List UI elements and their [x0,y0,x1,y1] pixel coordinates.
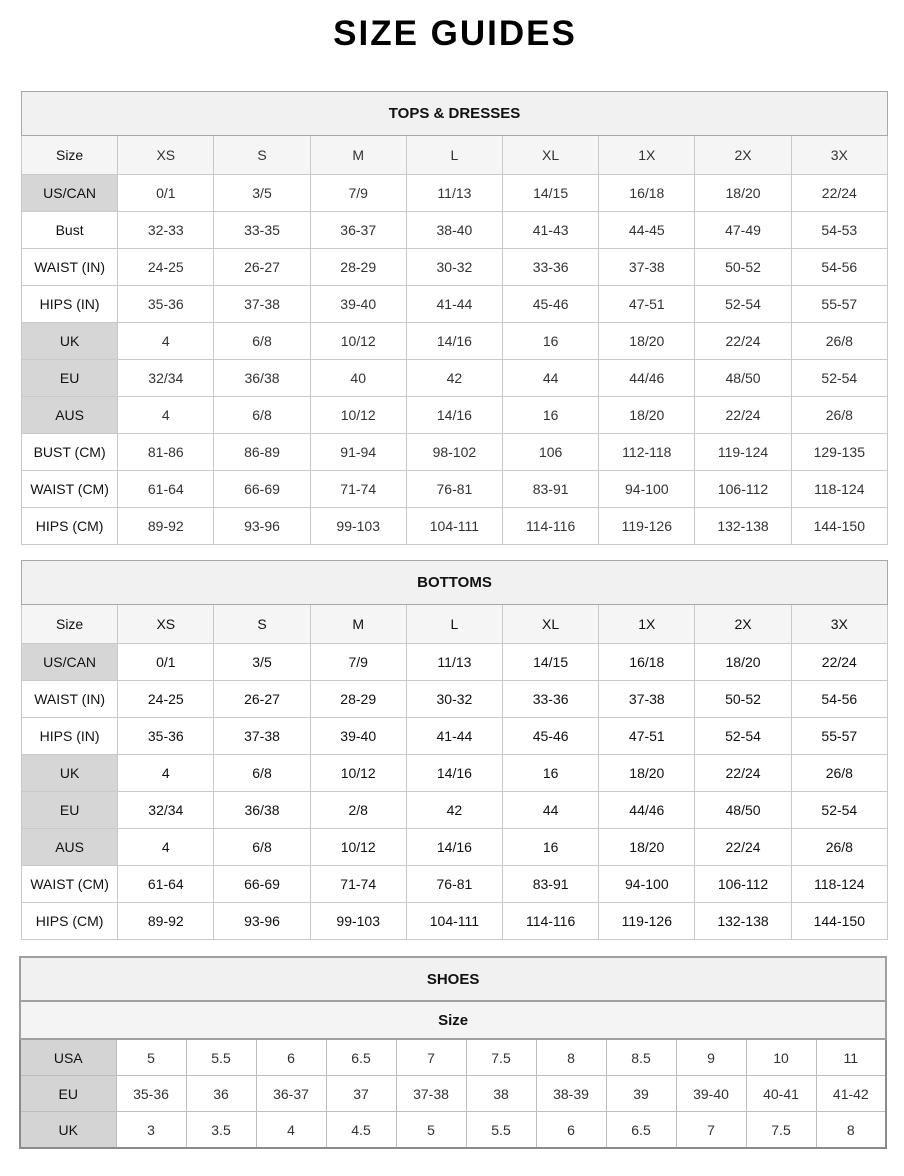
size-value-cell: 39 [606,1076,676,1112]
size-value-cell: 119-124 [695,434,791,471]
size-value-cell: 98-102 [406,434,502,471]
bottoms-header-row [22,605,888,644]
size-value-cell: 26-27 [214,681,310,718]
row-label: AUS [22,829,118,866]
size-value-cell: 36/38 [214,360,310,397]
size-column-header: 2X [695,605,791,644]
shoes-size-table [19,956,887,1149]
size-column-header: XL [503,605,599,644]
size-value-cell: 14/16 [406,397,502,434]
size-value-cell: 106-112 [695,471,791,508]
size-value-cell: 76-81 [406,866,502,903]
size-value-cell: 16 [503,323,599,360]
size-value-cell: 42 [406,360,502,397]
row-label: US/CAN [22,644,118,681]
table-row [22,792,888,829]
size-column-header: S [214,605,310,644]
size-value-cell: 0/1 [118,644,214,681]
size-value-cell: 11 [816,1039,886,1076]
size-value-cell: 36-37 [256,1076,326,1112]
row-label: EU [22,360,118,397]
row-label: HIPS (CM) [22,903,118,940]
size-value-cell: 37 [326,1076,396,1112]
size-value-cell: 14/15 [503,175,599,212]
size-value-cell: 4 [118,323,214,360]
size-value-cell: 114-116 [503,903,599,940]
size-value-cell: 28-29 [310,249,406,286]
size-value-cell: 37-38 [599,681,695,718]
table-row [22,212,888,249]
size-value-cell: 14/16 [406,755,502,792]
size-value-cell: 106-112 [695,866,791,903]
table-row [22,286,888,323]
row-label: UK [22,323,118,360]
size-value-cell: 54-56 [791,681,887,718]
size-value-cell: 44/46 [599,360,695,397]
size-value-cell: 54-53 [791,212,887,249]
size-header-label: Size [22,605,118,644]
size-value-cell: 119-126 [599,903,695,940]
size-value-cell: 6/8 [214,755,310,792]
size-value-cell: 10/12 [310,397,406,434]
size-value-cell: 16 [503,755,599,792]
size-value-cell: 39-40 [676,1076,746,1112]
size-value-cell: 37-38 [214,718,310,755]
size-value-cell: 40 [310,360,406,397]
size-value-cell: 83-91 [503,866,599,903]
size-column-header: 1X [599,605,695,644]
table-row [22,360,888,397]
size-value-cell: 26/8 [791,755,887,792]
table-row [22,508,888,545]
table-row [22,644,888,681]
size-value-cell: 41-44 [406,286,502,323]
size-value-cell: 5 [396,1112,466,1149]
table-row [22,829,888,866]
size-value-cell: 14/16 [406,323,502,360]
size-value-cell: 24-25 [118,681,214,718]
table-row [20,1076,886,1112]
size-value-cell: 5.5 [186,1039,256,1076]
size-value-cell: 132-138 [695,508,791,545]
size-value-cell: 55-57 [791,286,887,323]
size-value-cell: 33-36 [503,681,599,718]
size-value-cell: 26/8 [791,397,887,434]
row-label: BUST (CM) [22,434,118,471]
row-label: AUS [22,397,118,434]
size-value-cell: 7 [676,1112,746,1149]
size-value-cell: 6.5 [326,1039,396,1076]
size-value-cell: 32-33 [118,212,214,249]
size-value-cell: 41-44 [406,718,502,755]
size-value-cell: 61-64 [118,471,214,508]
row-label: WAIST (IN) [22,681,118,718]
size-value-cell: 48/50 [695,360,791,397]
size-value-cell: 22/24 [695,829,791,866]
size-value-cell: 104-111 [406,903,502,940]
table-row [22,718,888,755]
size-value-cell: 104-111 [406,508,502,545]
size-value-cell: 16/18 [599,175,695,212]
size-value-cell: 106 [503,434,599,471]
size-value-cell: 52-54 [695,718,791,755]
size-value-cell: 11/13 [406,644,502,681]
size-value-cell: 33-36 [503,249,599,286]
row-label: WAIST (CM) [22,866,118,903]
size-value-cell: 16/18 [599,644,695,681]
size-value-cell: 6/8 [214,829,310,866]
size-value-cell: 144-150 [791,903,887,940]
size-value-cell: 18/20 [599,755,695,792]
size-value-cell: 32/34 [118,792,214,829]
size-value-cell: 54-56 [791,249,887,286]
size-column-header: L [406,136,502,175]
size-value-cell: 22/24 [695,755,791,792]
size-value-cell: 7 [396,1039,466,1076]
size-value-cell: 112-118 [599,434,695,471]
size-value-cell: 26-27 [214,249,310,286]
size-value-cell: 50-52 [695,681,791,718]
size-value-cell: 44 [503,792,599,829]
size-value-cell: 6/8 [214,323,310,360]
size-value-cell: 16 [503,397,599,434]
size-value-cell: 4 [118,755,214,792]
size-value-cell: 55-57 [791,718,887,755]
row-label: EU [20,1076,116,1112]
tops-dresses-size-table [21,91,888,545]
size-value-cell: 22/24 [695,397,791,434]
size-value-cell: 66-69 [214,866,310,903]
size-value-cell: 2/8 [310,792,406,829]
size-value-cell: 39-40 [310,718,406,755]
size-value-cell: 24-25 [118,249,214,286]
size-value-cell: 8 [816,1112,886,1149]
table-row [22,323,888,360]
size-column-header: XS [118,605,214,644]
table-row [20,1112,886,1149]
size-value-cell: 14/15 [503,644,599,681]
size-value-cell: 71-74 [310,471,406,508]
size-value-cell: 3/5 [214,175,310,212]
size-value-cell: 0/1 [118,175,214,212]
size-value-cell: 28-29 [310,681,406,718]
size-value-cell: 18/20 [599,397,695,434]
size-value-cell: 14/16 [406,829,502,866]
size-value-cell: 89-92 [118,903,214,940]
size-value-cell: 8 [536,1039,606,1076]
table-row [22,866,888,903]
row-label: HIPS (CM) [22,508,118,545]
size-value-cell: 50-52 [695,249,791,286]
size-value-cell: 35-36 [118,718,214,755]
size-value-cell: 3.5 [186,1112,256,1149]
size-value-cell: 41-43 [503,212,599,249]
table-row [22,681,888,718]
size-value-cell: 44 [503,360,599,397]
table-row [20,1039,886,1076]
size-column-header: 2X [695,136,791,175]
size-value-cell: 118-124 [791,866,887,903]
size-value-cell: 93-96 [214,903,310,940]
table-row [22,471,888,508]
size-value-cell: 47-51 [599,718,695,755]
size-value-cell: 5.5 [466,1112,536,1149]
size-value-cell: 89-92 [118,508,214,545]
size-value-cell: 132-138 [695,903,791,940]
size-value-cell: 94-100 [599,866,695,903]
size-column-header: 1X [599,136,695,175]
tops-caption-row [22,92,888,136]
size-value-cell: 114-116 [503,508,599,545]
size-value-cell: 39-40 [310,286,406,323]
size-header-label: Size [22,136,118,175]
size-value-cell: 18/20 [599,323,695,360]
size-value-cell: 7.5 [466,1039,536,1076]
size-value-cell: 7.5 [746,1112,816,1149]
size-value-cell: 76-81 [406,471,502,508]
table-row [22,434,888,471]
page-title: SIZE GUIDES [333,14,577,53]
size-value-cell: 16 [503,829,599,866]
size-value-cell: 35-36 [116,1076,186,1112]
size-value-cell: 44/46 [599,792,695,829]
size-value-cell: 6.5 [606,1112,676,1149]
size-value-cell: 36 [186,1076,256,1112]
row-label: EU [22,792,118,829]
bottoms-caption-row [22,561,888,605]
size-value-cell: 30-32 [406,681,502,718]
size-value-cell: 71-74 [310,866,406,903]
size-value-cell: 5 [116,1039,186,1076]
size-value-cell: 45-46 [503,718,599,755]
size-value-cell: 3 [116,1112,186,1149]
size-value-cell: 6/8 [214,397,310,434]
size-value-cell: 118-124 [791,471,887,508]
size-column-header: 3X [791,136,887,175]
size-value-cell: 91-94 [310,434,406,471]
shoes-caption-row [20,957,886,1001]
size-value-cell: 44-45 [599,212,695,249]
size-value-cell: 52-54 [791,792,887,829]
size-value-cell: 99-103 [310,508,406,545]
size-value-cell: 32/34 [118,360,214,397]
row-label: Bust [22,212,118,249]
size-value-cell: 4 [118,397,214,434]
table-row [22,397,888,434]
row-label: USA [20,1039,116,1076]
size-value-cell: 144-150 [791,508,887,545]
tops-header-row [22,136,888,175]
size-value-cell: 40-41 [746,1076,816,1112]
size-value-cell: 99-103 [310,903,406,940]
size-column-header: S [214,136,310,175]
size-value-cell: 26/8 [791,829,887,866]
row-label: UK [20,1112,116,1149]
row-label: US/CAN [22,175,118,212]
row-label: WAIST (IN) [22,249,118,286]
size-value-cell: 37-38 [396,1076,466,1112]
size-value-cell: 119-126 [599,508,695,545]
size-column-header: M [310,136,406,175]
size-value-cell: 4 [118,829,214,866]
size-value-cell: 35-36 [118,286,214,323]
size-value-cell: 45-46 [503,286,599,323]
size-value-cell: 36/38 [214,792,310,829]
size-column-header: 3X [791,605,887,644]
shoes-caption: SHOES [20,957,886,1001]
size-value-cell: 10/12 [310,323,406,360]
size-value-cell: 41-42 [816,1076,886,1112]
size-value-cell: 7/9 [310,644,406,681]
size-value-cell: 66-69 [214,471,310,508]
size-column-header: XS [118,136,214,175]
size-value-cell: 11/13 [406,175,502,212]
tops-caption: TOPS & DRESSES [22,92,888,136]
size-value-cell: 10/12 [310,829,406,866]
row-label: WAIST (CM) [22,471,118,508]
size-value-cell: 129-135 [791,434,887,471]
bottoms-caption: BOTTOMS [22,561,888,605]
size-value-cell: 42 [406,792,502,829]
size-value-cell: 18/20 [695,175,791,212]
size-value-cell: 83-91 [503,471,599,508]
size-value-cell: 30-32 [406,249,502,286]
size-value-cell: 18/20 [695,644,791,681]
size-value-cell: 81-86 [118,434,214,471]
size-value-cell: 52-54 [695,286,791,323]
size-value-cell: 33-35 [214,212,310,249]
size-value-cell: 36-37 [310,212,406,249]
size-value-cell: 6 [256,1039,326,1076]
size-value-cell: 93-96 [214,508,310,545]
size-value-cell: 48/50 [695,792,791,829]
size-value-cell: 22/24 [791,175,887,212]
size-value-cell: 10 [746,1039,816,1076]
size-value-cell: 8.5 [606,1039,676,1076]
size-value-cell: 38-39 [536,1076,606,1112]
size-value-cell: 38-40 [406,212,502,249]
size-value-cell: 22/24 [791,644,887,681]
size-value-cell: 9 [676,1039,746,1076]
size-value-cell: 37-38 [214,286,310,323]
size-value-cell: 4 [256,1112,326,1149]
size-column-header: L [406,605,502,644]
size-value-cell: 37-38 [599,249,695,286]
table-row [22,175,888,212]
size-value-cell: 18/20 [599,829,695,866]
bottoms-size-table [21,560,888,940]
size-value-cell: 94-100 [599,471,695,508]
size-value-cell: 6 [536,1112,606,1149]
size-value-cell: 22/24 [695,323,791,360]
size-value-cell: 47-49 [695,212,791,249]
size-column-header: M [310,605,406,644]
size-value-cell: 52-54 [791,360,887,397]
size-value-cell: 47-51 [599,286,695,323]
size-value-cell: 86-89 [214,434,310,471]
size-value-cell: 38 [466,1076,536,1112]
shoes-size-subheader: Size [20,1001,886,1039]
row-label: HIPS (IN) [22,286,118,323]
row-label: HIPS (IN) [22,718,118,755]
size-value-cell: 7/9 [310,175,406,212]
size-value-cell: 61-64 [118,866,214,903]
table-row [22,755,888,792]
size-value-cell: 26/8 [791,323,887,360]
size-value-cell: 3/5 [214,644,310,681]
size-value-cell: 4.5 [326,1112,396,1149]
table-row [22,249,888,286]
row-label: UK [22,755,118,792]
table-row [22,903,888,940]
shoes-subheader-row [20,1001,886,1039]
size-value-cell: 10/12 [310,755,406,792]
size-column-header: XL [503,136,599,175]
